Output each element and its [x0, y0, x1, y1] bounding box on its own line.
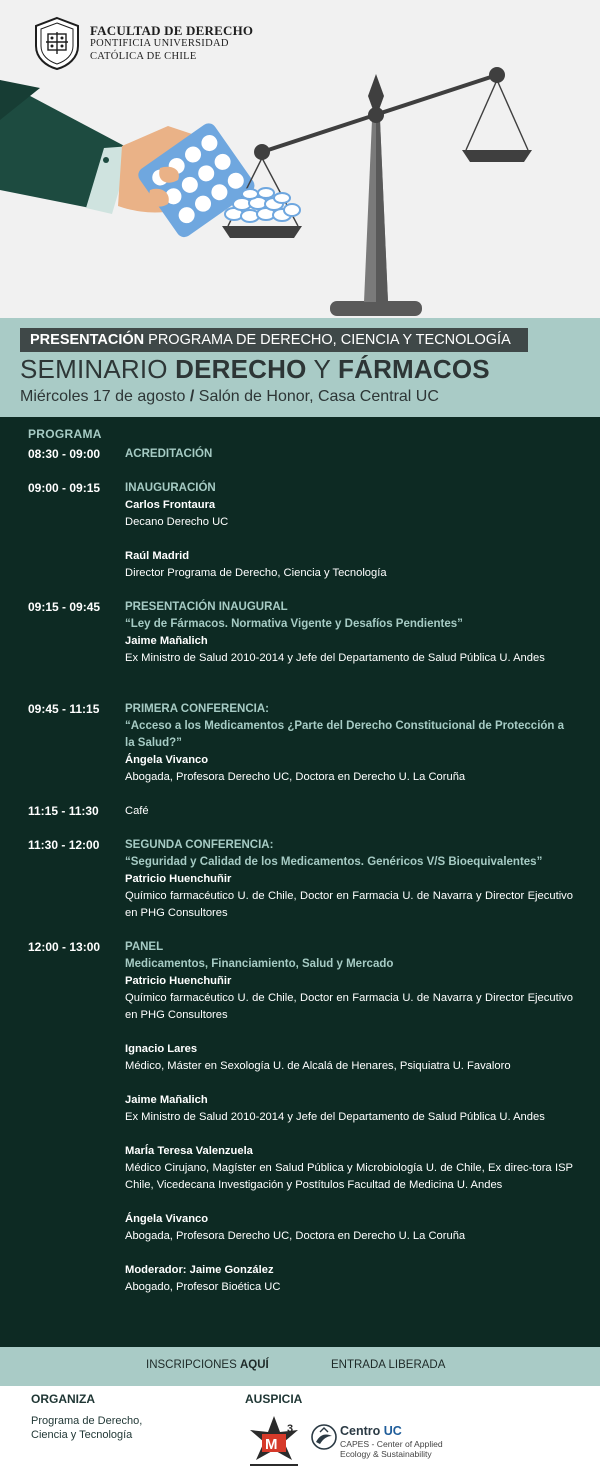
speaker-name: Ignacio Lares — [125, 1043, 198, 1055]
entry-spacer — [125, 1075, 573, 1092]
speaker-name: Carlos Frontaura — [125, 499, 216, 511]
speaker-description: Abogada, Profesora Derecho UC, Doctora en Derecho U. La Coruña — [125, 1230, 466, 1242]
entry-spacer — [125, 1126, 573, 1143]
entry-time: 11:30 - 12:00 — [28, 838, 100, 852]
speaker-name: MarÍa Teresa Valenzuela — [125, 1145, 253, 1157]
sponsors-section — [0, 1386, 600, 1478]
speaker-description: Decano Derecho UC — [125, 516, 229, 528]
m3-logo-icon[interactable] — [244, 1412, 304, 1470]
speaker-description: Médico Cirujano, Magíster en Salud Pública y Microbiología U. de Chile, Ex direc-tora ISP Chile, Vicedecana Investigación y Postítulos Facultad de Medicina U. Andes — [125, 1162, 573, 1191]
entry-heading: Medicamentos, Financiamiento, Salud y Mercado — [125, 958, 394, 970]
entry-heading: PANEL — [125, 941, 164, 953]
speaker-name: Moderador: Jaime González — [125, 1264, 274, 1276]
faculty-logo[interactable] — [32, 16, 253, 70]
svg-text:M: M — [265, 1436, 278, 1453]
speaker-description: Abogado, Profesor Bioética UC — [125, 1281, 281, 1293]
entry-spacer — [125, 531, 573, 548]
speaker-name: Raúl Madrid — [125, 550, 190, 562]
entry-heading: PRIMERA CONFERENCIA: — [125, 703, 269, 715]
entry-spacer — [125, 1245, 573, 1262]
m3-superscript: 3 — [287, 1423, 294, 1435]
speaker-description: Ex Ministro de Salud 2010-2014 y Jefe del Departamento de Salud Pública U. Andes — [125, 1111, 545, 1123]
speaker-description: Ex Ministro de Salud 2010-2014 y Jefe del Departamento de Salud Pública U. Andes — [125, 652, 545, 664]
entry-time: 09:15 - 09:45 — [28, 600, 101, 614]
entry-heading: “Acceso a los Medicamentos ¿Parte del Derecho Constitucional de Protección a la Salud?” — [125, 720, 565, 749]
entry-body — [125, 701, 573, 786]
speaker-name: Patricio Huenchuñir — [125, 873, 232, 885]
left-pan — [222, 226, 302, 238]
speaker-description: Químico farmacéutico U. de Chile, Doctor en Farmacia U. de Navarra y Director Ejecutivo en PHG Consultores — [125, 992, 573, 1021]
right-pan — [462, 150, 532, 162]
entry-heading: PRESENTACIÓN INAUGURAL — [125, 601, 288, 613]
entry-spacer — [125, 1194, 573, 1211]
speaker-description: Químico farmacéutico U. de Chile, Doctor en Farmacia U. de Navarra y Director Ejecutivo en PHG Consultores — [125, 890, 573, 919]
entry-heading: ACREDITACIÓN — [125, 448, 213, 460]
speaker-name: Ángela Vivanco — [125, 1213, 209, 1225]
entry-body — [125, 939, 573, 1296]
title-band — [0, 318, 600, 417]
organizer-name: Programa de Derecho, Ciencia y Tecnología — [31, 1415, 143, 1441]
entry-time: 09:00 - 09:15 — [28, 481, 101, 495]
entry-body — [125, 803, 573, 820]
free-entry-label: ENTRADA LIBERADA — [331, 1359, 446, 1371]
entry-spacer — [125, 1024, 573, 1041]
speaker-name: Jaime Mañalich — [125, 1094, 208, 1106]
program-heading: PROGRAMA — [28, 427, 102, 441]
hero-illustration — [0, 0, 600, 318]
entry-time: 12:00 - 13:00 — [28, 940, 101, 954]
speaker-name: Jaime Mañalich — [125, 635, 208, 647]
university-line-2: CATÓLICA DE CHILE — [90, 50, 197, 62]
speaker-name: Ángela Vivanco — [125, 754, 209, 766]
registration-bar — [0, 1347, 600, 1386]
centro-uc-name[interactable]: Centro UC — [340, 1424, 402, 1438]
speaker-name: Patricio Huenchuñir — [125, 975, 232, 987]
speaker-description: Abogada, Profesora Derecho UC, Doctora en Derecho U. La Coruña — [125, 771, 466, 783]
auspicia-heading: AUSPICIA — [245, 1392, 303, 1406]
university-seal-icon — [32, 16, 82, 70]
entry-body — [125, 599, 573, 667]
entry-heading: “Seguridad y Calidad de los Medicamentos. Genéricos V/S Bioequivalentes” — [125, 856, 543, 868]
entry-heading: “Ley de Fármacos. Normativa Vigente y Desafíos Pendientes” — [125, 618, 463, 630]
event-date-venue: Miércoles 17 de agosto / Salón de Honor, Casa Central UC — [20, 388, 439, 405]
entry-text: Café — [125, 805, 149, 817]
entry-body — [125, 837, 573, 922]
scale-base — [330, 301, 422, 316]
faculty-name: FACULTAD DE DERECHO — [90, 22, 254, 38]
capes-logo-icon[interactable] — [311, 1424, 337, 1450]
entry-time: 11:15 - 11:30 — [28, 804, 99, 818]
register-link[interactable]: INSCRIPCIONES AQUÍ — [146, 1359, 269, 1371]
entry-time: 09:45 - 11:15 — [28, 702, 100, 716]
entry-heading: INAUGURACIÓN — [125, 482, 216, 494]
entry-heading: SEGUNDA CONFERENCIA: — [125, 839, 274, 851]
university-line-1: PONTIFICIA UNIVERSIDAD — [90, 38, 229, 50]
entry-body — [125, 480, 573, 582]
entry-body — [125, 446, 573, 463]
centro-uc-subtitle: CAPES - Center of Applied Ecology & Sustainability — [340, 1439, 443, 1459]
speaker-description: Médico, Máster en Sexología U. de Alcalá de Henares, Psiquiatra U. Favaloro — [125, 1060, 511, 1072]
entry-time: 08:30 - 09:00 — [28, 447, 101, 461]
seminar-title: SEMINARIO DERECHO Y FÁRMACOS — [20, 354, 490, 384]
program-section — [0, 417, 600, 1347]
speaker-description: Director Programa de Derecho, Ciencia y Tecnología — [125, 567, 387, 579]
presentation-label: PRESENTACIÓN PROGRAMA DE DERECHO, CIENCIA Y TECNOLOGÍA — [20, 328, 528, 352]
organiza-heading: ORGANIZA — [31, 1392, 95, 1406]
